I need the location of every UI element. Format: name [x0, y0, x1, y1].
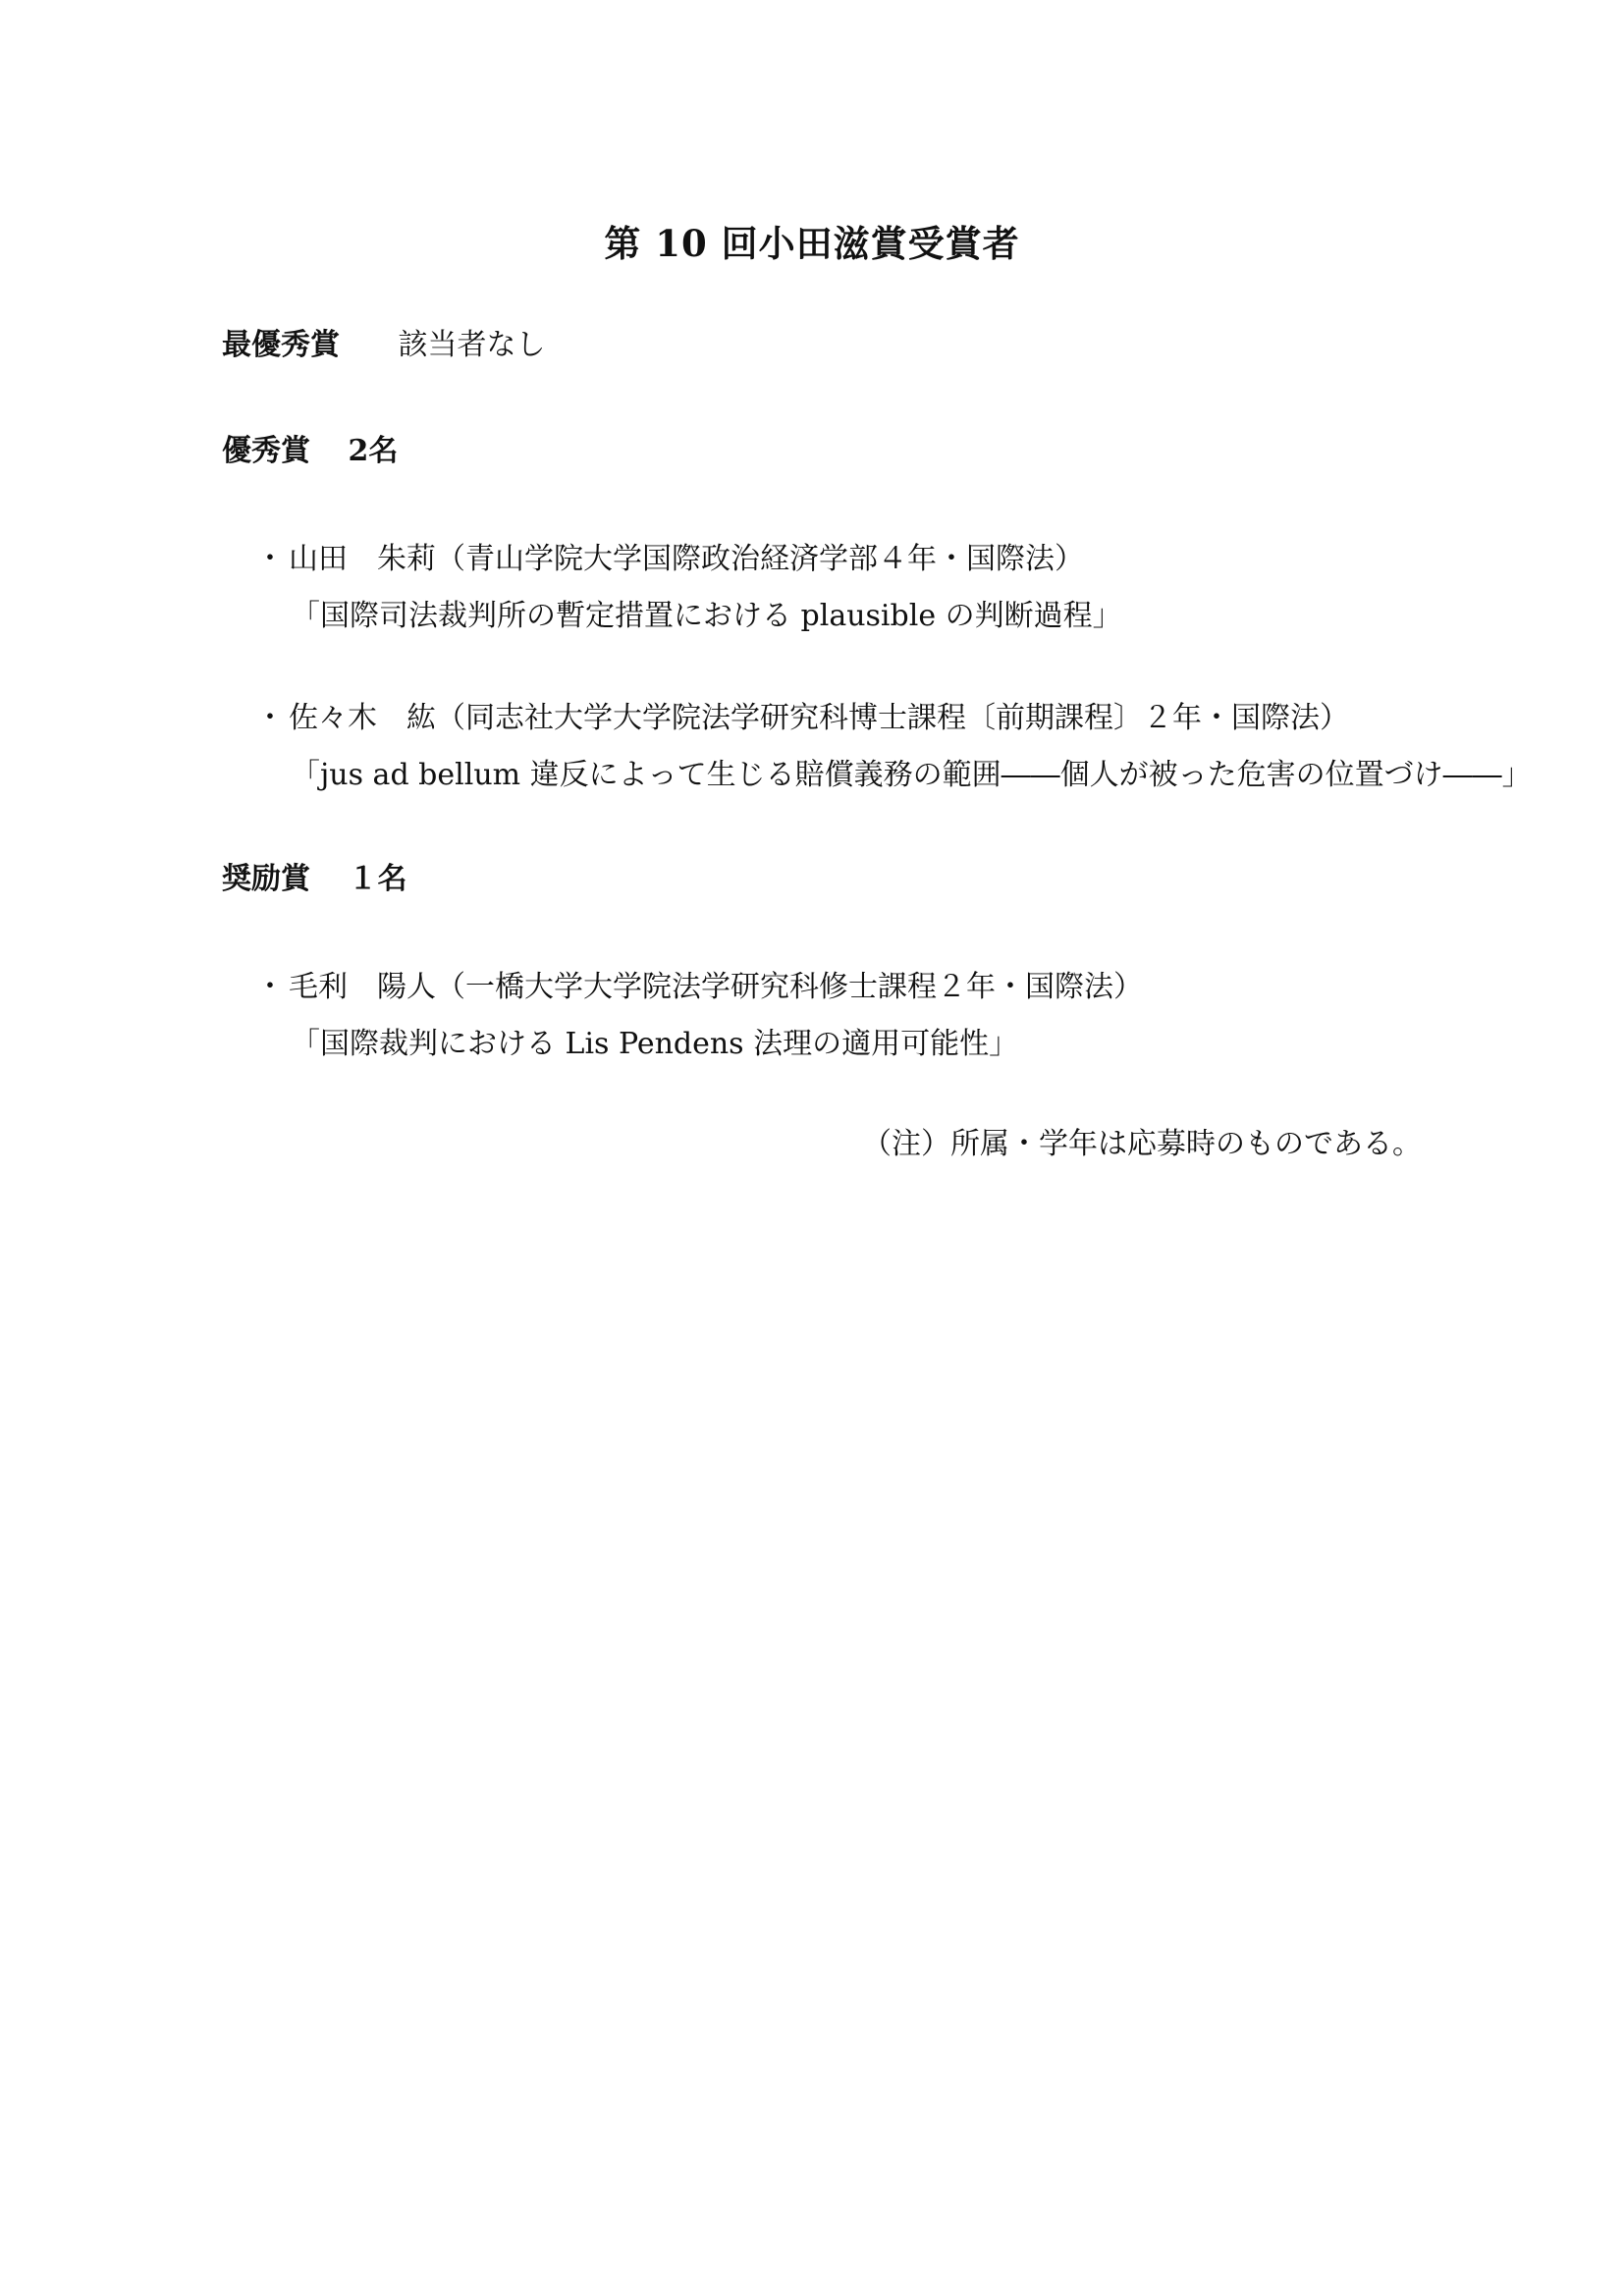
recipient-text-3: 毛利 陽人（一橋大学大学院法学研究科修士課程２年・国際法） [289, 970, 1143, 1004]
award-label-excellent: 優秀賞 [222, 434, 310, 468]
award-top-row [222, 326, 546, 365]
recipient-paper-2: 「jus ad bellum 違反によって生じる賠償義務の範囲――個人が被った危害の位置づけ――」 [291, 758, 1532, 792]
recipient-paper-1: 「国際司法裁判所の暫定措置における plausible の判断過程」 [291, 599, 1122, 633]
award-value-top: 該当者なし [398, 328, 546, 362]
recipient-entry-2 [255, 699, 1349, 738]
recipient-text-1: 山田 朱莉（青山学院大学国際政治経済学部４年・国際法） [289, 542, 1084, 576]
recipient-text-2: 佐々木 紘（同志社大学大学院法学研究科博士課程〔前期課程〕２年・国際法） [289, 701, 1349, 735]
footnote: （注）所属・学年は応募時のものである。 [862, 1127, 1422, 1161]
award-encouragement-row [222, 860, 406, 899]
award-count-encouragement: １名 [348, 862, 407, 896]
recipient-bullet-1: ・ [255, 542, 285, 576]
award-excellent-row [222, 432, 398, 471]
recipient-paper-3: 「国際裁判における Lis Pendens 法理の適用可能性」 [291, 1027, 1019, 1061]
award-count-excellent: 2名 [348, 434, 399, 468]
award-label-top: 最優秀賞 [222, 328, 340, 362]
recipient-entry-3 [255, 968, 1143, 1007]
recipient-bullet-2: ・ [255, 701, 285, 735]
award-label-encouragement: 奨励賞 [222, 862, 310, 896]
document-title: 第 10 回小田滋賞受賞者 [604, 222, 1020, 265]
recipient-entry-1 [255, 540, 1084, 579]
recipient-bullet-3: ・ [255, 970, 285, 1004]
